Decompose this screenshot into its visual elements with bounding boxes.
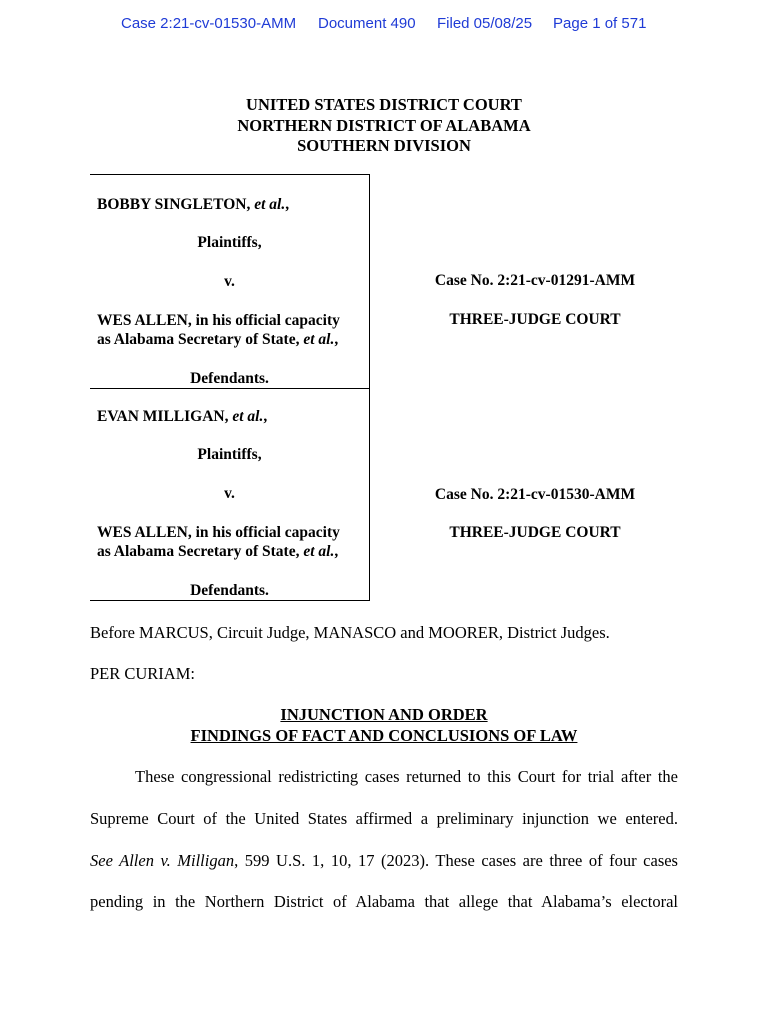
paragraph-line-4: pending in the Northern District of Alabama that allege that Alabama’s electoral <box>90 892 678 911</box>
order-title-text-2: FINDINGS OF FACT AND CONCLUSIONS OF LAW <box>190 726 578 745</box>
defendants-label: Defendants. <box>190 370 269 387</box>
order-title-line-2 <box>0 726 768 746</box>
court-division: SOUTHERN DIVISION <box>297 136 471 155</box>
paragraph-line-3-text: , 599 U.S. 1, 10, 17 (2023). These cases are three of four cases <box>234 851 678 870</box>
defendant-line-2-text: as Alabama Secretary of State, <box>97 331 300 348</box>
case-number-singleton: Case No. 2:21-cv-01291-AMM <box>434 272 636 289</box>
defendants-label: Defendants. <box>190 582 269 599</box>
court-type-singleton: THREE-JUDGE COURT <box>449 311 621 328</box>
paragraph-line-2: Supreme Court of the United States affirmed a preliminary injunction we entered. <box>90 809 678 828</box>
versus-label: v. <box>224 273 235 290</box>
plaintiff-et-al: et al. <box>232 408 264 425</box>
plaintiffs-label: Plaintiffs, <box>197 234 262 251</box>
defendant-line-2-text: as Alabama Secretary of State, <box>97 543 300 560</box>
ecf-document-number: Document 490 <box>318 15 416 32</box>
plaintiff-suffix: , <box>285 196 290 213</box>
order-title-line-1 <box>0 705 768 725</box>
case-caption-singleton <box>90 174 370 389</box>
judges-line: Before MARCUS, Circuit Judge, MANASCO and MOORER, District Judges. <box>90 623 610 642</box>
court-district: NORTHERN DISTRICT OF ALABAMA <box>237 116 531 135</box>
defendant-line-2 <box>97 542 338 561</box>
defendant-suffix: , <box>334 543 339 560</box>
defendant-line-1: WES ALLEN, in his official capacity <box>97 312 340 329</box>
case-caption-milligan <box>90 388 370 601</box>
case-number-milligan: Case No. 2:21-cv-01530-AMM <box>434 486 636 503</box>
court-name: UNITED STATES DISTRICT COURT <box>246 95 522 114</box>
ecf-page-count: Page 1 of 571 <box>553 15 647 32</box>
per-curiam: PER CURIAM: <box>90 664 195 683</box>
defendant-et-al: et al. <box>303 331 335 348</box>
defendant-et-al: et al. <box>303 543 335 560</box>
versus-label: v. <box>224 485 235 502</box>
ecf-case-number: Case 2:21-cv-01530-AMM <box>121 15 297 32</box>
paragraph-line-3 <box>90 851 678 871</box>
plaintiff-suffix: , <box>263 408 268 425</box>
plaintiff-et-al: et al. <box>254 196 286 213</box>
order-title-text-1: INJUNCTION AND ORDER <box>280 705 488 724</box>
case-citation: See Allen v. Milligan <box>90 851 235 870</box>
ecf-header <box>0 15 768 35</box>
plaintiff-name-text: BOBBY SINGLETON, <box>97 196 251 213</box>
court-type-milligan: THREE-JUDGE COURT <box>449 524 621 541</box>
plaintiff-name <box>97 195 289 214</box>
defendant-line-2 <box>97 330 338 349</box>
defendant-suffix: , <box>334 331 339 348</box>
ecf-filed-date: Filed 05/08/25 <box>437 15 533 32</box>
plaintiff-name <box>97 407 267 426</box>
defendant-line-1: WES ALLEN, in his official capacity <box>97 524 340 541</box>
plaintiff-name-text: EVAN MILLIGAN, <box>97 408 229 425</box>
paragraph-line-1: These congressional redistricting cases returned to this Court for trial after the <box>135 767 678 786</box>
plaintiffs-label: Plaintiffs, <box>197 446 262 463</box>
